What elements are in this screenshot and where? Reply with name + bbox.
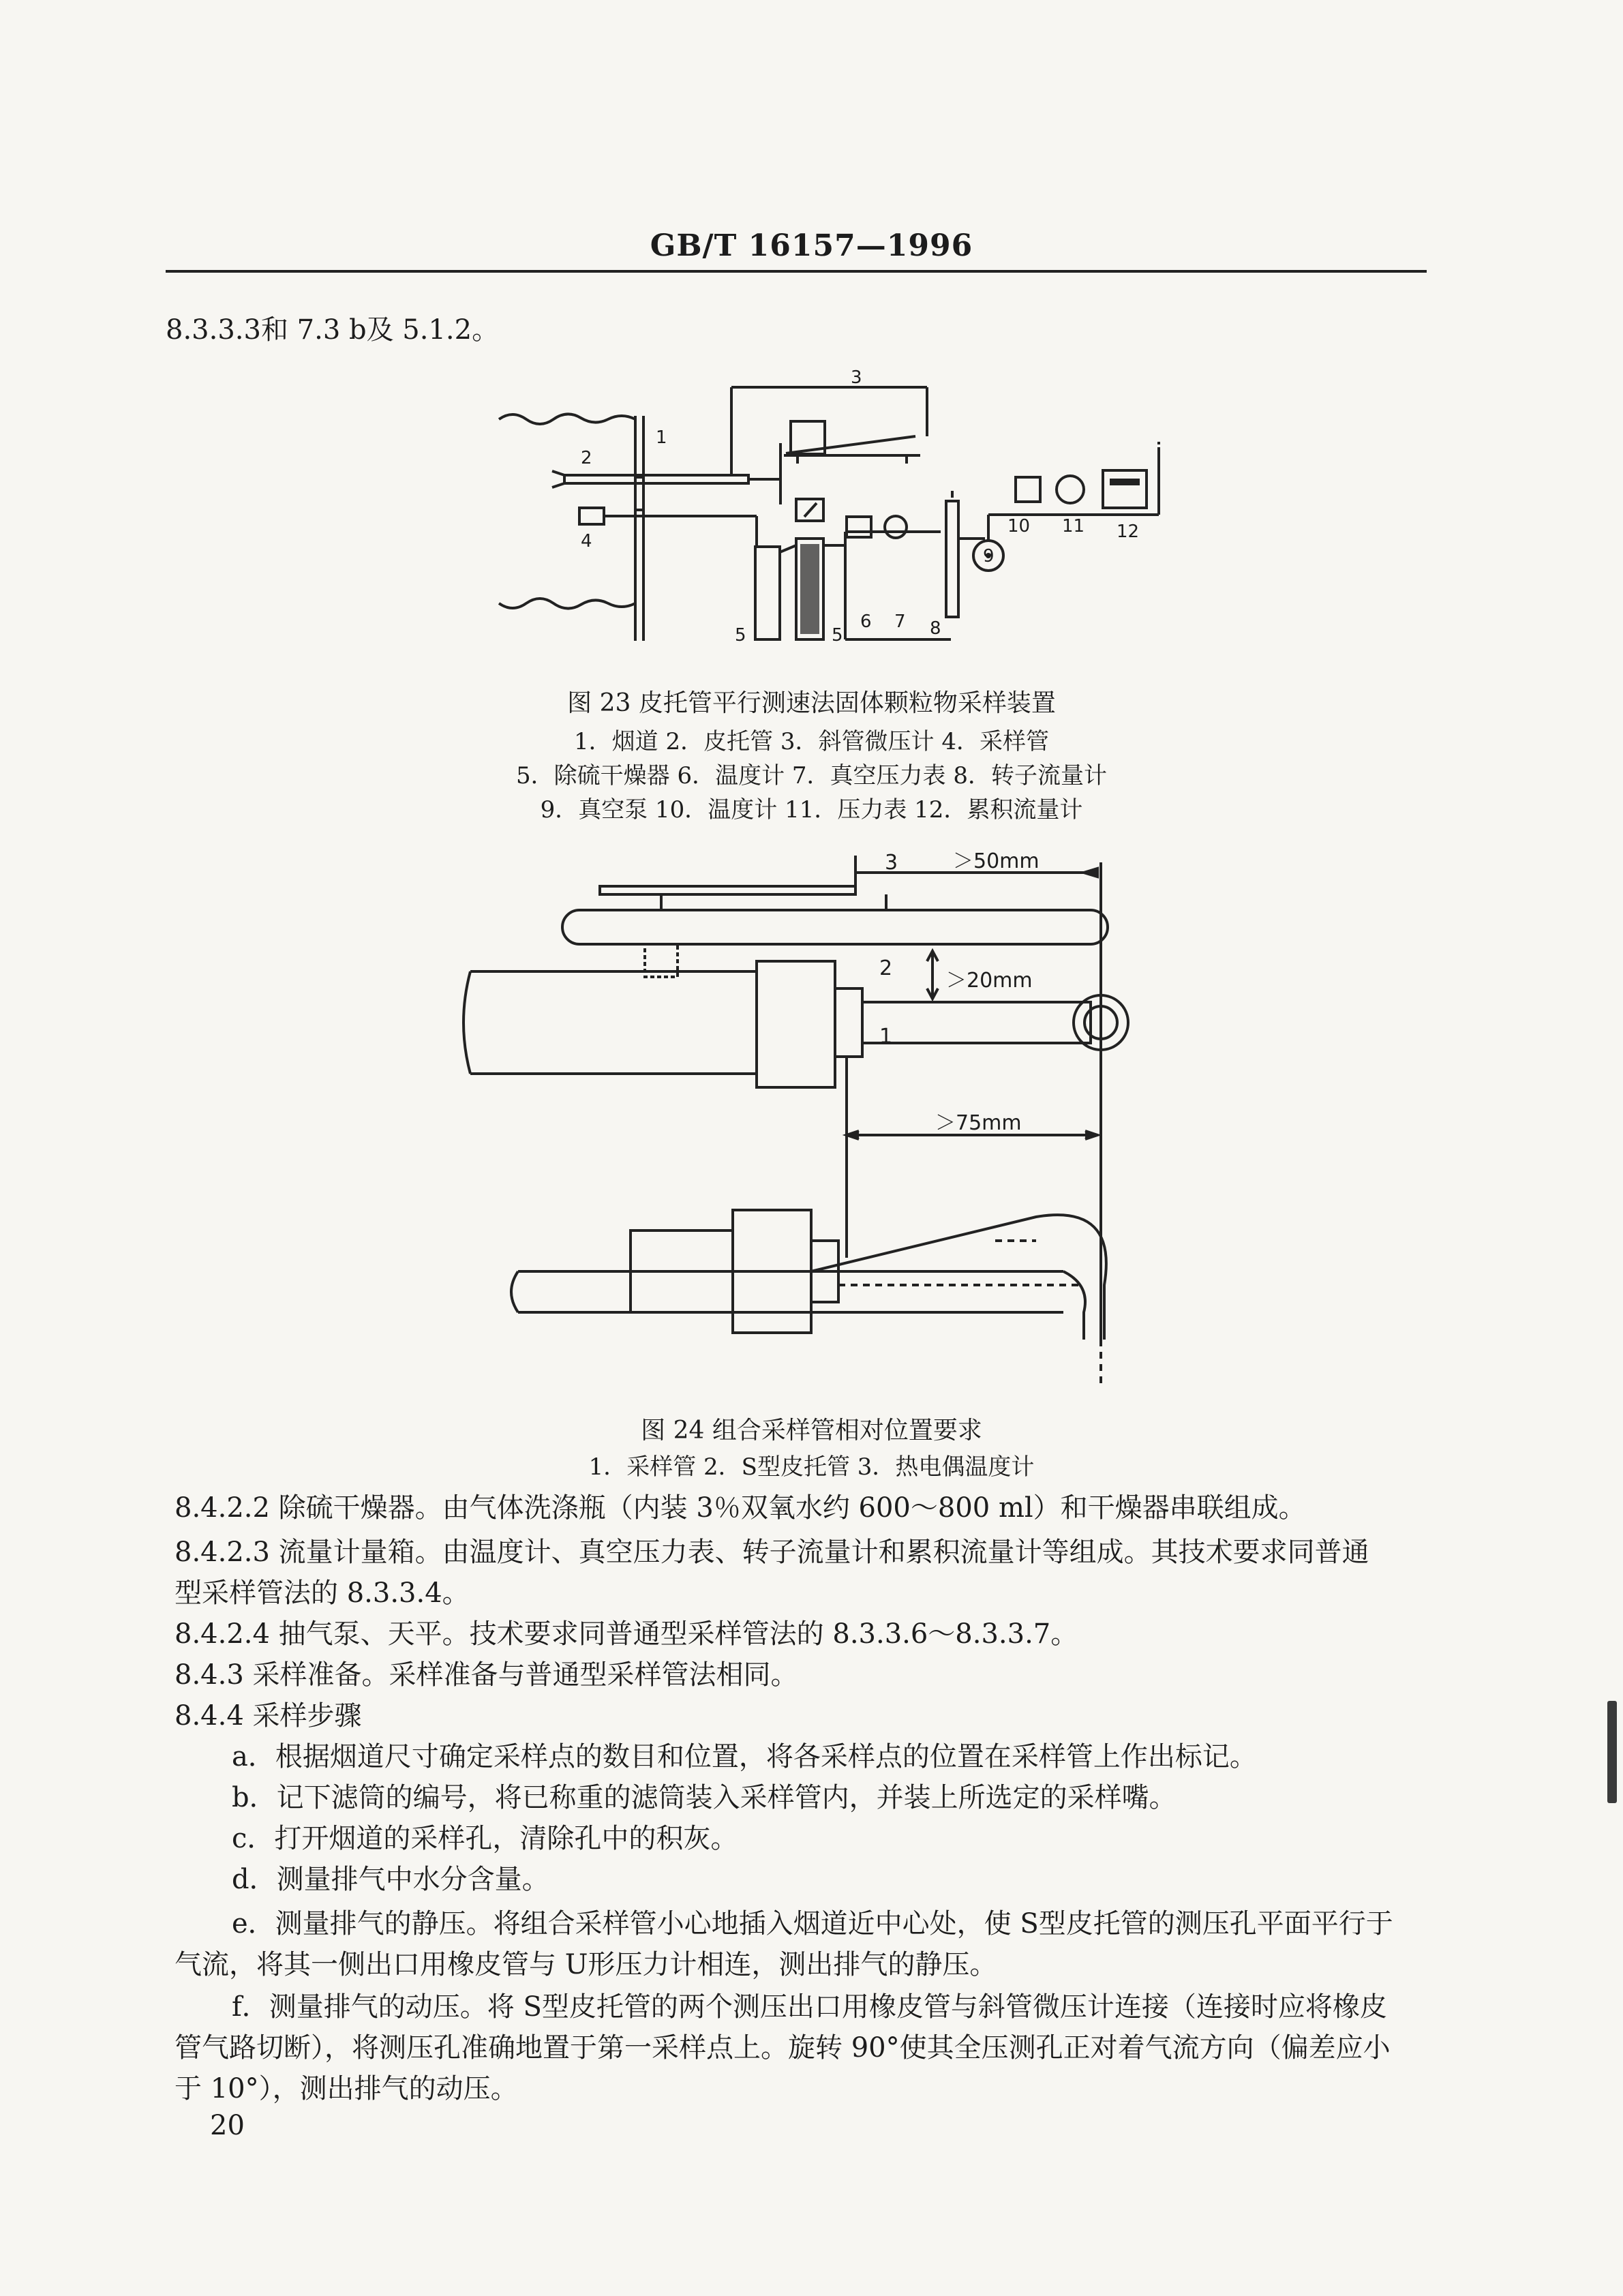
header-rule (166, 270, 1427, 273)
page-number: 20 (210, 2110, 245, 2141)
fig23-label-1: 1 (656, 427, 667, 448)
clause-8-4-2-3-cont: 型采样管法的 8.3.3.4。 (175, 1577, 470, 1609)
fig23-label-9: 9 (983, 546, 995, 567)
step-c: c．打开烟道的采样孔，清除孔中的积灰。 (232, 1823, 738, 1854)
figure-23-legend-3: 9．真空泵 10．温度计 11．压力表 12．累积流量计 (540, 796, 1083, 824)
figure-23-diagram (477, 368, 1193, 675)
figure-23-legend-1: 1．烟道 2．皮托管 3．斜管微压计 4．采样管 (574, 728, 1049, 755)
figure-23-caption: 图 23 皮托管平行测速法固体颗粒物采样装置 (567, 689, 1056, 717)
fig23-label-5a: 5 (735, 625, 746, 646)
step-b: b．记下滤筒的编号，将已称重的滤筒装入采样管内，并装上所选定的采样嘴。 (232, 1782, 1177, 1813)
fig23-label-10: 10 (1007, 516, 1031, 537)
figure-24-legend: 1．采样管 2．S型皮托管 3．热电偶温度计 (588, 1453, 1035, 1481)
step-f: f．测量排气的动压。将 S型皮托管的两个测压出口用橡皮管与斜管微压计连接（连接时应将橡皮 (232, 1991, 1387, 2023)
fig23-label-11: 11 (1062, 516, 1085, 537)
fig24-dim-75: ＞75mm (935, 1111, 1022, 1135)
intro-line: 8.3.3.3和 7.3 b及 5.1.2。 (166, 314, 500, 346)
fig23-label-2: 2 (581, 448, 592, 468)
fig24-label-1: 1 (879, 1025, 893, 1048)
fig24-dim-50: ＞50mm (953, 849, 1040, 873)
clause-8-4-2-4: 8.4.2.4 抽气泵、天平。技术要求同普通型采样管法的 8.3.3.6～8.3.3.7。 (175, 1618, 1078, 1650)
clause-8-4-4: 8.4.4 采样步骤 (175, 1700, 362, 1732)
fig23-label-4: 4 (581, 531, 592, 552)
figure-23-legend-2: 5．除硫干燥器 6．温度计 7．真空压力表 8．转子流量计 (516, 762, 1107, 789)
step-d: d．测量排气中水分含量。 (232, 1864, 549, 1895)
fig23-label-7: 7 (894, 611, 906, 632)
fig23-label-3: 3 (851, 368, 862, 388)
step-e-cont: 气流，将其一侧出口用橡皮管与 U形压力计相连，测出排气的静压。 (175, 1949, 997, 1980)
fig23-label-12: 12 (1117, 522, 1140, 542)
clause-8-4-2-3: 8.4.2.3 流量计量箱。由温度计、真空压力表、转子流量计和累积流量计等组成。其技术要求同普通 (175, 1537, 1369, 1568)
step-f-cont-2: 于 10°），测出排气的动压。 (175, 2073, 518, 2104)
figure-24-diagram (450, 849, 1159, 1394)
fig23-label-5b: 5 (832, 625, 843, 646)
clause-8-4-2-2: 8.4.2.2 除硫干燥器。由气体洗涤瓶（内装 3％双氧水约 600～800 ml）和干燥器串联组成。 (175, 1492, 1306, 1524)
fig24-label-3: 3 (885, 851, 898, 875)
step-f-cont-1: 管气路切断），将测压孔准确地置于第一采样点上。旋转 90°使其全压测孔正对着气流方向（偏差应小 (175, 2032, 1391, 2064)
scan-edge-mark (1607, 1701, 1617, 1803)
fig24-dim-20: ＞20mm (946, 969, 1033, 993)
page-header: GB/T 16157—1996 (650, 228, 973, 263)
clause-8-4-3: 8.4.3 采样准备。采样准备与普通型采样管法相同。 (175, 1659, 798, 1691)
figure-24-caption: 图 24 组合采样管相对位置要求 (641, 1417, 982, 1445)
fig23-label-6: 6 (860, 611, 872, 632)
step-a: a．根据烟道尺寸确定采样点的数目和位置，将各采样点的位置在采样管上作出标记。 (232, 1741, 1257, 1772)
fig24-label-2: 2 (879, 956, 893, 980)
fig23-label-8: 8 (930, 618, 941, 639)
step-e: e．测量排气的静压。将组合采样管小心地插入烟道近中心处，使 S型皮托管的测压孔平面平行于 (232, 1908, 1393, 1939)
